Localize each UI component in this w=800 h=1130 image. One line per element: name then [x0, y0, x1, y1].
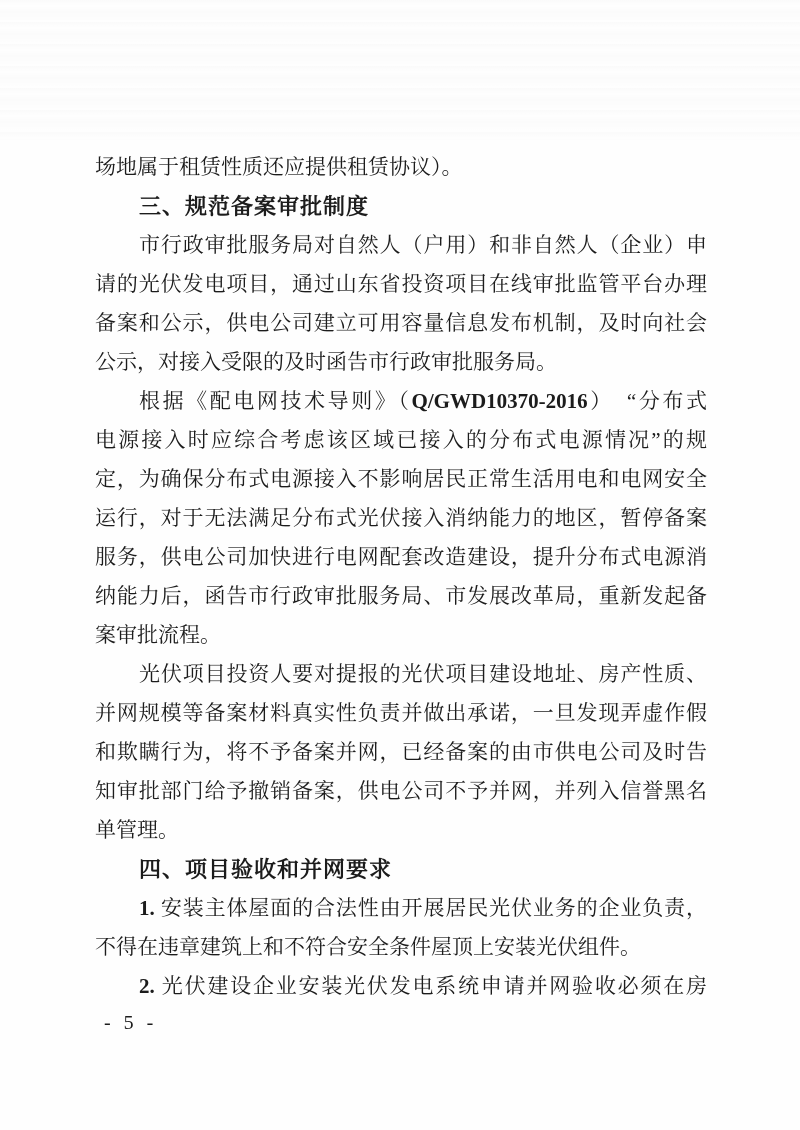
text-line — [95, 460, 707, 499]
text-segment: 知审批部门给予撤销备案，供电公司不予并网，并列入信誉黑名 — [95, 779, 707, 803]
bold-text-segment: 2. — [139, 974, 155, 998]
text-line — [95, 382, 707, 421]
text-segment: 案审批流程。 — [95, 623, 221, 647]
text-line — [95, 772, 707, 811]
text-line — [95, 538, 707, 577]
bold-text-segment: 1. — [139, 896, 155, 920]
text-segment: 市行政审批服务局对自然人（户用）和非自然人（企业）申 — [139, 233, 707, 257]
text-line — [95, 616, 707, 655]
text-line — [95, 733, 707, 772]
text-segment: 电源接入时应综合考虑该区域已接入的分布式电源情况”的规 — [95, 428, 707, 452]
text-segment: 安装主体屋面的合法性由开展居民光伏业务的企业负责， — [154, 896, 707, 920]
text-line — [95, 226, 707, 265]
text-line — [95, 694, 707, 733]
section-heading — [95, 187, 707, 226]
text-line — [95, 928, 707, 967]
text-segment: 光伏项目投资人要对提报的光伏项目建设地址、房产性质、 — [139, 662, 707, 686]
text-segment: 不得在违章建筑上和不符合安全条件屋顶上安装光伏组件。 — [95, 935, 641, 959]
text-line — [95, 421, 707, 460]
text-line — [95, 655, 707, 694]
text-segment: 公示，对接入受限的及时函告市行政审批服务局。 — [95, 350, 557, 374]
text-segment: “分布式 — [603, 389, 707, 413]
scan-artifact — [0, 0, 800, 140]
text-segment: 单管理。 — [95, 818, 179, 842]
text-segment: 定，为确保分布式电源接入不影响居民正常生活用电和电网安全 — [95, 467, 707, 491]
text-line — [95, 148, 707, 187]
text-segment: 服务，供电公司加快进行电网配套改造建设，提升分布式电源消 — [95, 545, 707, 569]
text-segment: 纳能力后，函告市行政审批服务局、市发展改革局，重新发起备 — [95, 584, 707, 608]
text-line — [95, 343, 707, 382]
text-line — [95, 577, 707, 616]
text-line — [95, 499, 707, 538]
text-line — [95, 967, 707, 1006]
text-segment: 场地属于租赁性质还应提供租赁协议）。 — [95, 155, 463, 179]
bold-text-segment: 四、项目验收和并网要求 — [139, 857, 393, 882]
bold-text-segment: Q/GWD10370-2016 — [411, 389, 588, 413]
text-segment: 和欺瞒行为，将不予备案并网，已经备案的由市供电公司及时告 — [95, 740, 707, 764]
text-segment: 并网规模等备案材料真实性负责并做出承诺，一旦发现弄虚作假 — [95, 701, 707, 725]
text-segment: 光伏建设企业安装光伏发电系统申请并网验收必须在房 — [154, 974, 707, 998]
text-line — [95, 889, 707, 928]
text-segment: ） — [587, 389, 604, 413]
bold-text-segment: 三、规范备案审批制度 — [139, 194, 370, 219]
page-number: - 5 - — [104, 1012, 158, 1034]
text-line — [95, 304, 707, 343]
document-body — [95, 148, 707, 1006]
text-line — [95, 265, 707, 304]
text-segment: 运行，对于无法满足分布式光伏接入消纳能力的地区，暂停备案 — [95, 506, 707, 530]
text-segment: 根据《配电网技术导则》（ — [139, 389, 412, 413]
text-line — [95, 811, 707, 850]
section-heading — [95, 850, 707, 889]
text-segment: 请的光伏发电项目，通过山东省投资项目在线审批监管平台办理 — [95, 272, 707, 296]
text-segment: 备案和公示，供电公司建立可用容量信息发布机制，及时向社会 — [95, 311, 707, 335]
